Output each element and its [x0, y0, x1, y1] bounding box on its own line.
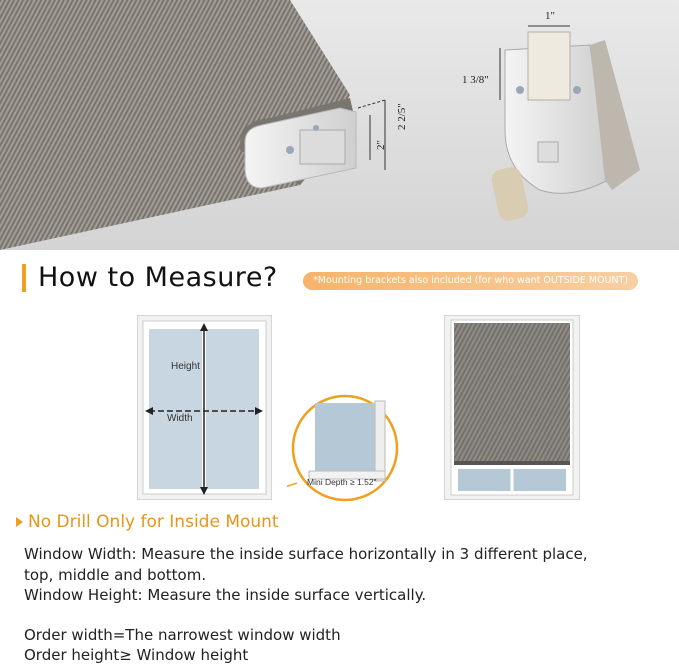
- product-photo: [0, 0, 679, 250]
- instruction-width-cont: top, middle and bottom.: [24, 566, 207, 584]
- roller-shade-illustration: [0, 0, 679, 250]
- title-accent-bar: [22, 264, 26, 292]
- dim-inner-height: 2": [375, 140, 387, 150]
- installed-shade-window-diagram: [444, 315, 580, 504]
- dim-outer-height: 2 2/5": [396, 103, 408, 130]
- dim-height-bracket: 1 3/8": [462, 74, 489, 86]
- inside-mount-window-diagram: [137, 315, 272, 504]
- instruction-width: Window Width: Measure the inside surface horizontally in 3 different place,: [24, 545, 588, 563]
- mini-depth-label: Mini Depth ≥ 1.52": [307, 477, 377, 487]
- instruction-height: Window Height: Measure the inside surface vertically.: [24, 586, 427, 604]
- order-width-rule: Order width=The narrowest window width: [24, 626, 341, 644]
- subheading-arrow-icon: [16, 517, 23, 527]
- height-label: Height: [171, 361, 200, 372]
- inside-mount-subheading: No Drill Only for Inside Mount: [28, 512, 279, 532]
- width-label: Width: [167, 413, 193, 424]
- depth-detail-inset: [287, 393, 403, 507]
- mounting-note-badge: *Mounting brackets also included (for who want OUTSIDE MOUNT): [303, 272, 638, 290]
- dim-width-top: 1": [545, 10, 555, 22]
- order-height-rule: Order height≥ Window height: [24, 646, 249, 664]
- section-title: How to Measure?: [38, 262, 278, 293]
